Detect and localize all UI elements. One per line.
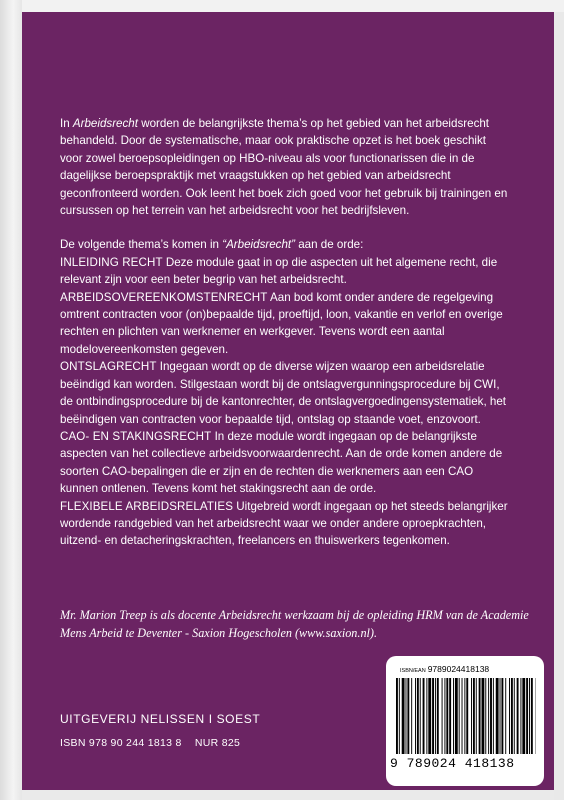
theme-text: Ingegaan wordt op de diverse wijzen waarop een arbeidsrelatie beëindigd kan worden. Stilgestaan wordt bij de ontslagvergunningsprocedure bij CWI, de ontbindingsprocedure bij de kantonrechter, de ontslagvergoedingensystematiek, het beëindigen van contracten voor bepaalde tijd, ontslag op staande voet, enzovoort. <box>60 360 507 426</box>
theme-item-flexibele-arbeidsrelaties <box>60 498 510 550</box>
barcode-bar <box>462 678 463 754</box>
barcode-bars <box>396 678 536 754</box>
barcode-sticker <box>386 656 544 786</box>
barcode-bar <box>453 678 454 754</box>
author-note: Mr. Marion Treep is als docente Arbeidsrecht werkzaam bij de opleiding HRM van de Academie Mens Arbeid te Deventer - Saxion Hogescholen (www.saxion.nl). <box>60 608 529 641</box>
barcode-bar <box>485 678 486 754</box>
barcode-bar <box>407 678 409 754</box>
barcode-bar <box>459 678 460 754</box>
theme-heading: FLEXIBELE ARBEIDSRELATIES <box>60 499 234 513</box>
intro-text-start: In <box>60 117 73 130</box>
barcode-bar <box>406 678 407 754</box>
barcode-bar <box>449 678 451 754</box>
blurb-text <box>60 115 510 550</box>
barcode-bar <box>520 678 521 754</box>
barcode-bar <box>501 678 503 754</box>
theme-heading: CAO- EN STAKINGSRECHT <box>60 429 212 443</box>
barcode-bar <box>428 678 431 754</box>
nur-code: NUR 825 <box>194 737 241 749</box>
theme-text: Aan bod komt onder andere de regelgeving omtrent contracten voor (on)bepaalde tijd, proeftijd, loon, vakantie en verlof en overige rechten en plichten van werknemer en werkgever. Tevens wordt een aantal modelovereenkomsten gegeven. <box>60 290 503 356</box>
page-block-bottom-edge <box>22 790 554 800</box>
barcode-label-prefix: ISBN/EAN <box>400 668 426 674</box>
barcode-bar <box>417 678 419 754</box>
barcode-bar <box>423 678 425 754</box>
page-block-left-edge <box>0 0 22 800</box>
barcode-bar <box>471 678 472 754</box>
isbn-line <box>60 737 250 749</box>
themes-intro-book-title: “Arbeidsrecht” <box>222 238 296 252</box>
barcode-bar <box>399 678 400 754</box>
barcode-bar <box>420 678 421 754</box>
intro-book-title: Arbeidsrecht <box>72 117 138 130</box>
barcode-bar <box>435 678 436 754</box>
barcode-bar <box>493 678 494 754</box>
barcode-bar <box>432 678 434 754</box>
barcode-bar <box>437 678 439 754</box>
back-cover <box>22 12 554 790</box>
barcode-bar <box>455 678 458 754</box>
barcode-bar <box>426 678 427 754</box>
intro-text-rest: worden de belangrijkste thema’s op het gebied van het arbeidsrecht behandeld. Door de systematische, maar ook praktische opzet is het boek geschikt voor zowel beroepsopleidingen op HBO-niveau als voor functionarissen die in de dagelijkse beroepspraktijk met vraagstukken op het gebied van arbeidsrecht geconfronteerd worden. Ook leent het boek zich goed voor het gebruik bij trainingen en cursussen op het terrein van het arbeidsrecht voor het bedrijfsleven. <box>60 117 508 218</box>
barcode-bar <box>522 678 525 754</box>
themes-intro <box>60 236 510 253</box>
barcode-label <box>400 664 489 674</box>
barcode-bar <box>531 678 533 754</box>
barcode-bar <box>444 678 445 754</box>
themes-intro-start: De volgende thema’s komen in <box>60 238 223 252</box>
theme-text: Deze module gaat in op die aspecten uit het algemene recht, die relevant zijn voor een beter begrip van het arbeidsrecht. <box>60 255 498 287</box>
isbn-number: ISBN 978 90 244 1813 8 <box>60 737 182 749</box>
barcode-bar <box>446 678 448 754</box>
barcode-bar <box>514 678 515 754</box>
publisher-name: UITGEVERIJ NELISSEN I SOEST <box>60 712 261 726</box>
page-block-right-edge <box>554 12 564 800</box>
barcode-bar <box>479 678 481 754</box>
barcode-bar <box>517 678 519 754</box>
barcode-bar <box>529 678 530 754</box>
barcode-bar <box>511 678 513 754</box>
barcode-bar <box>509 678 510 754</box>
barcode-bar <box>402 678 405 754</box>
barcode-digits: 9 789024 418138 <box>390 756 515 771</box>
barcode-bar <box>482 678 485 754</box>
theme-item-cao-en-stakingsrecht <box>60 428 510 498</box>
barcode-bar <box>488 678 489 754</box>
barcode-bar <box>464 678 465 754</box>
barcode-bar <box>490 678 492 754</box>
theme-heading: ARBEIDSOVEREENKOMSTENRECHT <box>60 290 268 304</box>
barcode-label-number: 9789024418138 <box>427 664 490 674</box>
barcode-bar <box>396 678 398 754</box>
theme-item-ontslagrecht <box>60 358 510 428</box>
barcode-bar <box>411 678 412 754</box>
theme-heading: INLEIDING RECHT <box>60 255 163 269</box>
theme-text: Uitgebreid wordt ingegaan op het steeds belangrijker wordende randgebied van het arbeidsrecht waar we onder andere oproepkrachten, uitzend- en detacheringskrachten, freelancers en thuiswerkers tegenkomen. <box>60 499 508 548</box>
themes-intro-end: aan de orde: <box>295 238 364 252</box>
barcode-bar <box>473 678 475 754</box>
theme-text: In deze module wordt ingegaan op de belangrijkste aspecten van het collectieve arbeidsvoorwaardenrecht. Aan de orde komen andere de soorten CAO-bepalingen die er zijn en de rechten die werknemers aan een CAO kunnen ontlenen. Tevens komt het stakingsrecht aan de orde. <box>60 429 503 496</box>
barcode-bar <box>500 678 501 754</box>
barcode-bar <box>496 678 499 754</box>
barcode-bar <box>505 678 506 754</box>
barcode-bar <box>442 678 443 754</box>
theme-item-arbeidsovereenkomstenrecht <box>60 289 510 359</box>
theme-item-inleiding-recht <box>60 254 510 289</box>
intro-paragraph <box>60 115 510 219</box>
barcode-bar <box>526 678 528 754</box>
barcode-bar <box>466 678 468 754</box>
barcode-bar <box>476 678 477 754</box>
theme-heading: ONTSLAGRECHT <box>60 360 157 374</box>
barcode-bar <box>415 678 416 754</box>
